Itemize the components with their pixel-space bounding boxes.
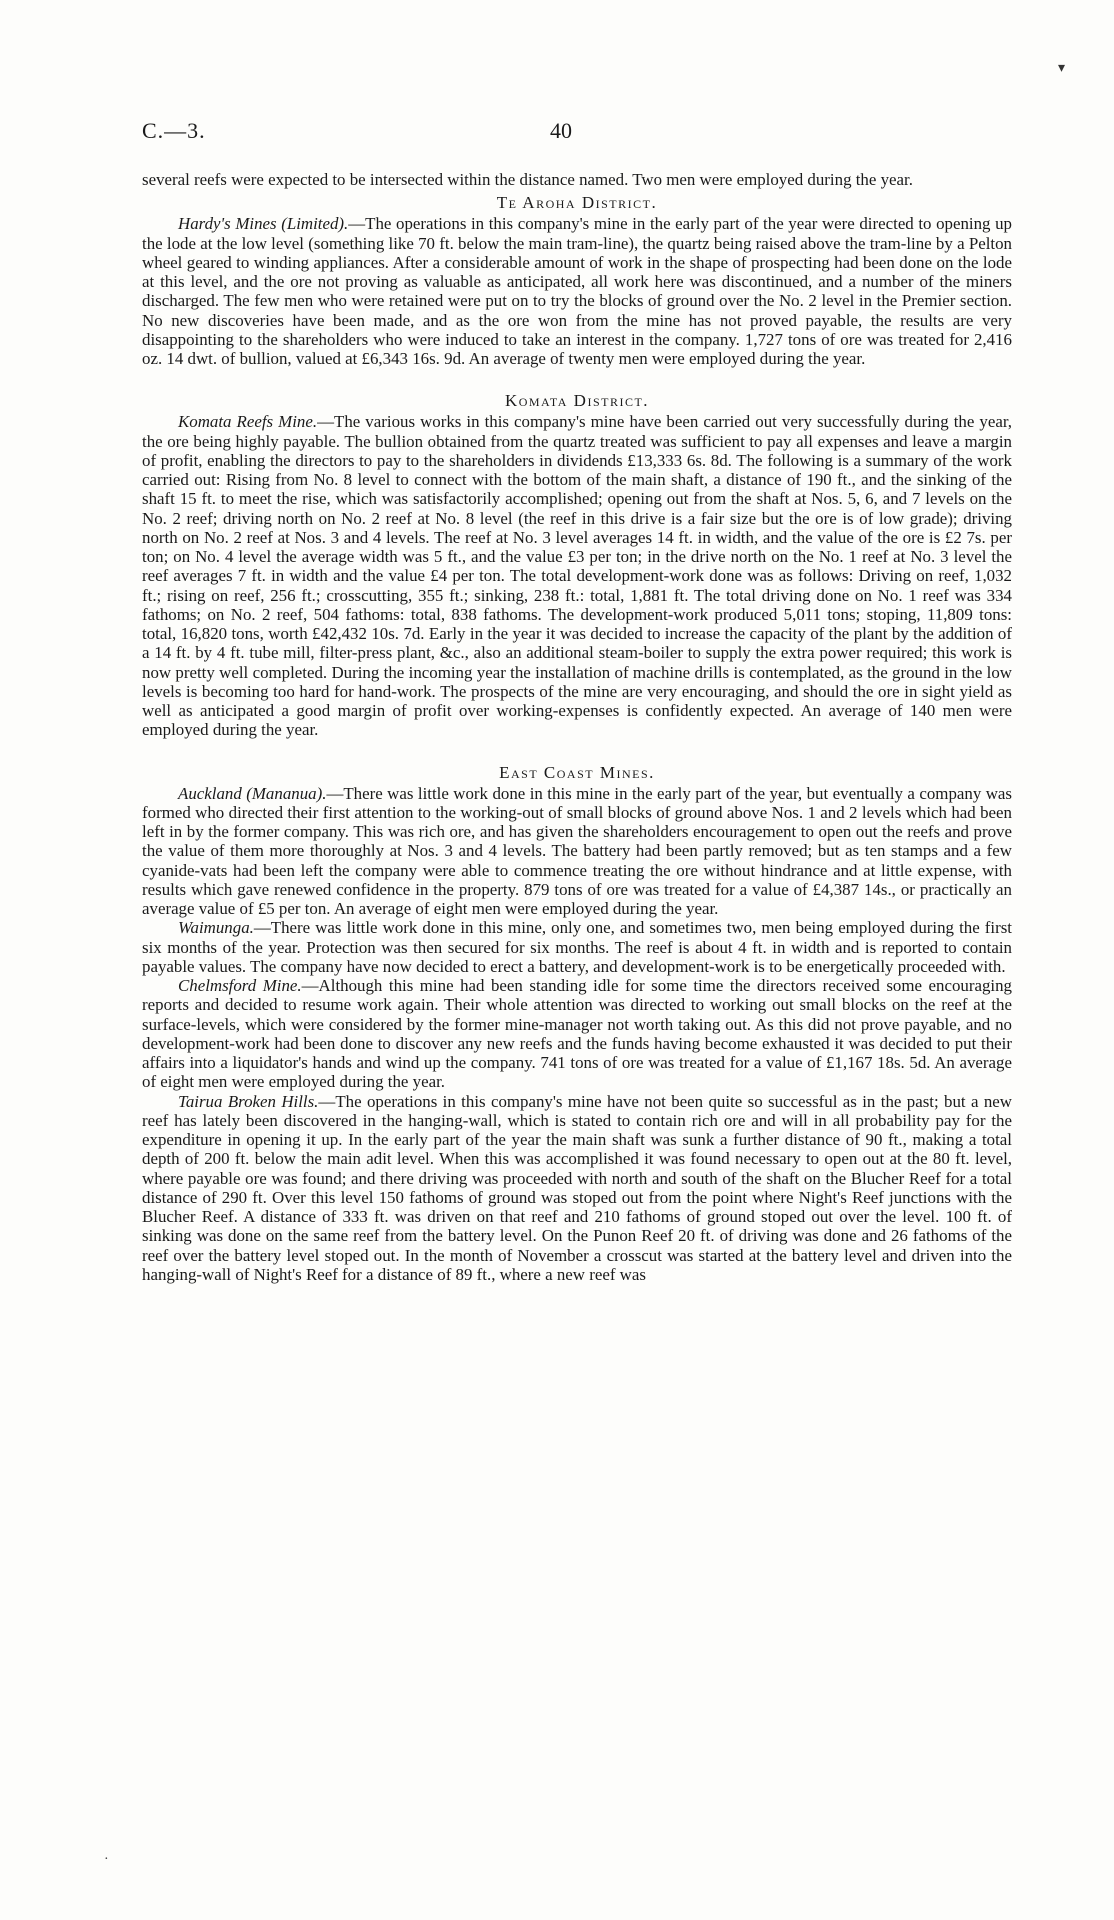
- section-title: Komata District.: [504, 391, 650, 411]
- entry-title: Auckland (Mananua).: [178, 783, 327, 803]
- entry-title: Hardy's Mines (Limited).: [178, 214, 349, 234]
- ink-mark: ▾: [1058, 61, 1066, 76]
- entry-title: Chelmsford Mine.: [178, 976, 302, 995]
- entry-paragraph: [142, 976, 1012, 1092]
- section-title: East Coast Mines.: [499, 762, 655, 782]
- entry-text: —The operations in this company's mine in the early part of the year were directed to opening up the lode at the low level (something like 70 ft. below the main tram-line), the quartz being raised above the tram-line by a Pelton wheel geared to winding appliances. After a considerable amount of work in the shape of prospecting had been done on the lode at this level, and the ore not proving as valuable as anticipated, all work here was discontinued, and a number of the miners discharged. The few men who were retained were put on to try the blocks of ground over the No. 2 level in the Premier section. No new discoveries have been made, and as the ore won from the mine has not proved payable, the results are very disappointing to the shareholders who were induced to take an interest in the company. 1,727 tons of ore was treated for 2,416 oz. 14 dwt. of bullion, valued at £6,343 16s. 9d. An average of twenty men were employed during the year.: [142, 214, 1012, 368]
- entry-text: —There was little work done in this mine, only one, and sometimes two, men being employed during the first six months of the year. Protection was then secured for six months. The reef is about 4 ft. in width and is reported to contain payable values. The company have now decided to erect a battery, and development-work is to be energetically proceeded with.: [142, 918, 1012, 976]
- page-body: [142, 170, 1012, 1284]
- continuation-paragraph: several reefs were expected to be intersected within the distance named. Two men were employed during the year.: [142, 170, 913, 189]
- section-komata: [142, 391, 1012, 739]
- entry-paragraph: [142, 784, 1012, 919]
- section-te-aroha: [142, 193, 1012, 368]
- entry-title: Waimunga.: [178, 918, 254, 938]
- section-east-coast: [142, 763, 1012, 1285]
- entry-text: —The various works in this company's mine have been carried out very successfully during the year, the ore being highly payable. The bullion obtained from the quartz treated was sufficient to pay all expenses and leave a margin of profit, enabling the directors to pay to the shareholders in dividends £13,333 6s. 8d. The following is a summary of the work carried out: Rising from No. 8 level to connect with the bottom of the main shaft, a distance of 190 ft., and the sinking of the shaft 15 ft. to meet the rise, which was satisfactorily accomplished; opening out from the shaft at Nos. 5, 6, and 7 levels on the No. 2 reef; driving north on No. 2 reef at No. 8 level (the reef in this drive is a fair size but the ore is of low grade); driving north on No. 2 reef at Nos. 3 and 4 levels. The reef at No. 3 level averages 14 ft. in width, and the value of the ore is £2 7s. per ton; on No. 4 level the average width was 5 ft., and the value £3 per ton; in the drive north on the No. 1 reef at No. 3 level the reef averages 7 ft. in width and the value £4 per ton. The total development-work done was as follows: Driving on reef, 1,032 ft.; rising on reef, 256 ft.; crosscutting, 355 ft.; sinking, 238 ft.: total, 1,881 ft. The total driving done on No. 1 reef was 334 fathoms; on No. 2 reef, 504 fathoms: total, 838 fathoms. The development-work produced 5,011 tons; stoping, 11,809 tons: total, 16,820 tons, worth £42,432 10s. 7d. Early in the year it was decided to increase the capacity of the plant by the addition of a 14 ft. by 4 ft. tube mill, filter-press plant, &c., also an additional steam-boiler to supply the extra power required; this work is now pretty well completed. During the incoming year the installation of machine drills is contemplated, as the ground in the low levels is becoming too hard for hand-work. The prospects of the mine are very encouraging, and should the ore in sight yield as well as anticipated a good margin of profit over working-expenses is confidently expected. An average of 140 men were employed during the year.: [142, 412, 1012, 740]
- page-header: [142, 118, 1012, 152]
- page-number: 40: [550, 118, 572, 143]
- entry-text: —Although this mine had been standing idle for some time the directors received some encouraging reports and decided to resume work again. Their whole attention was directed to working out small blocks on the reef at the surface-levels, which were considered by the former mine-manager not worth taking out. As this did not prove payable, and no development-work had been done to discover any new reefs and the funds having become exhausted it was decided to put their affairs into a liquidator's hands and wind up the company. 741 tons of ore was treated for a value of £1,167 18s. 5d. An average of eight men were employed during the year.: [142, 976, 1012, 1092]
- document-reference: C.—3.: [142, 118, 206, 143]
- section-title: Te Aroha District.: [496, 193, 658, 213]
- entry-text: —There was little work done in this mine in the early part of the year, but eventually a company was formed who directed their first attention to the working-out of small blocks of ground above Nos. 1 and 2 levels which had been left in by the former company. This was rich ore, and has given the shareholders encouragement to open out the reefs and prove the value of them more thoroughly at Nos. 3 and 4 levels. The battery had been partly removed; but as ten stamps and a few cyanide-vats had been left the company were able to commence treating the ore without hindrance and at little expense, with results which gave renewed confidence in the property. 879 tons of ore was treated for a value of £4,387 14s., or practically an average value of £5 per ton. An average of eight men were employed during the year.: [142, 783, 1012, 918]
- entry-title: Komata Reefs Mine.: [178, 412, 318, 432]
- entry-paragraph: [142, 918, 1012, 976]
- entry-paragraph: [142, 412, 1012, 739]
- entry-paragraph: [142, 214, 1012, 368]
- entry-paragraph: [142, 1092, 1012, 1285]
- entry-title: Tairua Broken Hills.: [178, 1091, 319, 1111]
- entry-text: —The operations in this company's mine have not been quite so successful as in the past; but a new reef has lately been discovered in the hanging-wall, which is stated to contain rich ore and will in all probability pay for the expenditure in opening it up. In the early part of the year the main shaft was sunk a further distance of 90 ft., making a total depth of 200 ft. below the main adit level. When this was accomplished it was found necessary to open out at the 80 ft. level, where payable ore was found; and there driving was proceeded with north and south of the shaft on the Blucher Reef for a total distance of 290 ft. Over this level 150 fathoms of ground was stoped out from the point where Night's Reef junctions with the Blucher Reef. A distance of 333 ft. was driven on that reef and 210 fathoms of ground stoped out over the level. 100 ft. of sinking was done on the same reef from the battery level. On the Punon Reef 20 ft. of driving was done and 26 fathoms of the reef over the battery level stoped out. In the month of November a crosscut was started at the battery level and driven into the hanging-wall of Night's Reef for a distance of 89 ft., where a new reef was: [142, 1091, 1012, 1284]
- margin-mark: ·: [104, 1852, 109, 1867]
